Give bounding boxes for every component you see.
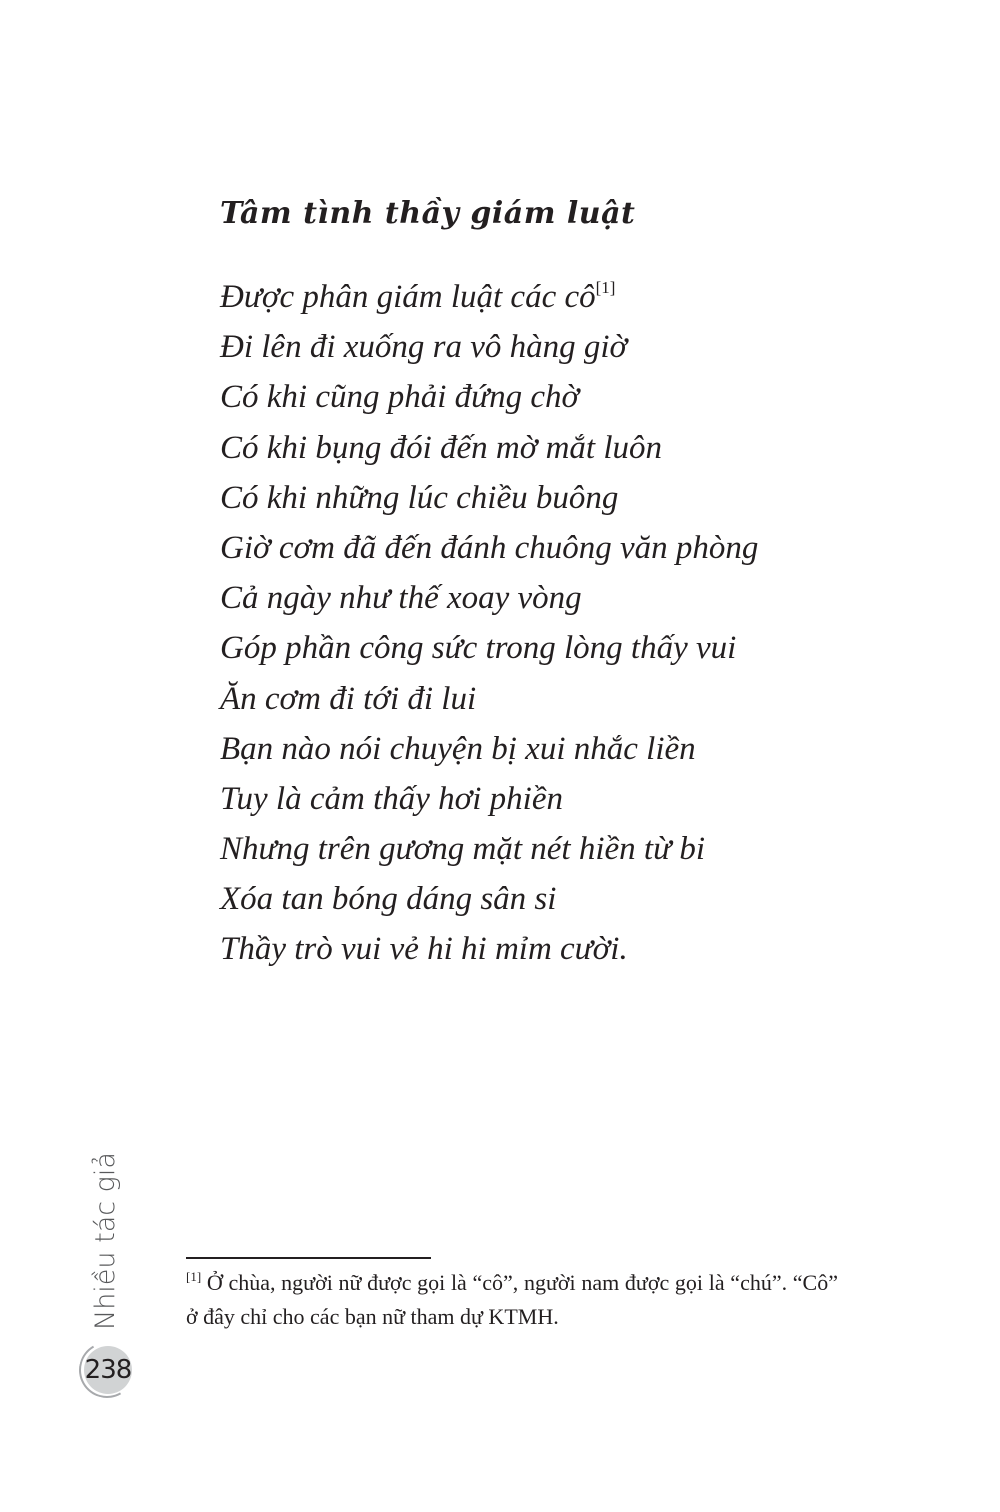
poem-line: Ăn cơm đi tới đi lui bbox=[220, 680, 477, 717]
poem-line: Thầy trò vui vẻ hi hi mỉm cười. bbox=[220, 931, 628, 968]
poem-line bbox=[220, 272, 758, 322]
footnote-reference[interactable]: [1] bbox=[595, 278, 616, 297]
poem-line: Cả ngày như thế xoay vòng bbox=[220, 580, 582, 617]
poem-line: Xóa tan bóng dáng sân si bbox=[220, 881, 557, 918]
poem-line: Có khi những lúc chiều buông bbox=[220, 479, 619, 516]
footnote-marker: [1] bbox=[186, 1269, 202, 1284]
poem-body bbox=[220, 272, 758, 975]
footnote-divider bbox=[186, 1257, 431, 1259]
poem-line: Giờ cơm đã đến đánh chuông văn phòng bbox=[220, 529, 759, 566]
footnote bbox=[186, 1266, 838, 1334]
poem-line: Có khi bụng đói đến mờ mắt luôn bbox=[220, 429, 663, 466]
poem-line-text: Được phân giám luật các cô bbox=[220, 279, 596, 315]
page-number: 238 bbox=[84, 1355, 132, 1385]
poem-line: Góp phần công sức trong lòng thấy vui bbox=[220, 630, 737, 667]
poem-line: Đi lên đi xuống ra vô hàng giờ bbox=[220, 329, 628, 366]
poem-title: Tâm tình thầy giám luật bbox=[220, 196, 636, 231]
poem-line: Bạn nào nói chuyện bị xui nhắc liền bbox=[220, 730, 696, 767]
running-head-author: Nhiều tác giả bbox=[90, 1152, 121, 1330]
poem-line: Có khi cũng phải đứng chờ bbox=[220, 379, 580, 416]
poem-line: Tuy là cảm thấy hơi phiền bbox=[220, 780, 563, 817]
poem-line: Nhưng trên gương mặt nét hiền từ bi bbox=[220, 831, 705, 868]
footnote-text: Ở chùa, người nữ được gọi là “cô”, người nam được gọi là “chú”. “Cô” ở đây chỉ cho các bạn nữ tham dự KTMH. bbox=[186, 1270, 838, 1329]
